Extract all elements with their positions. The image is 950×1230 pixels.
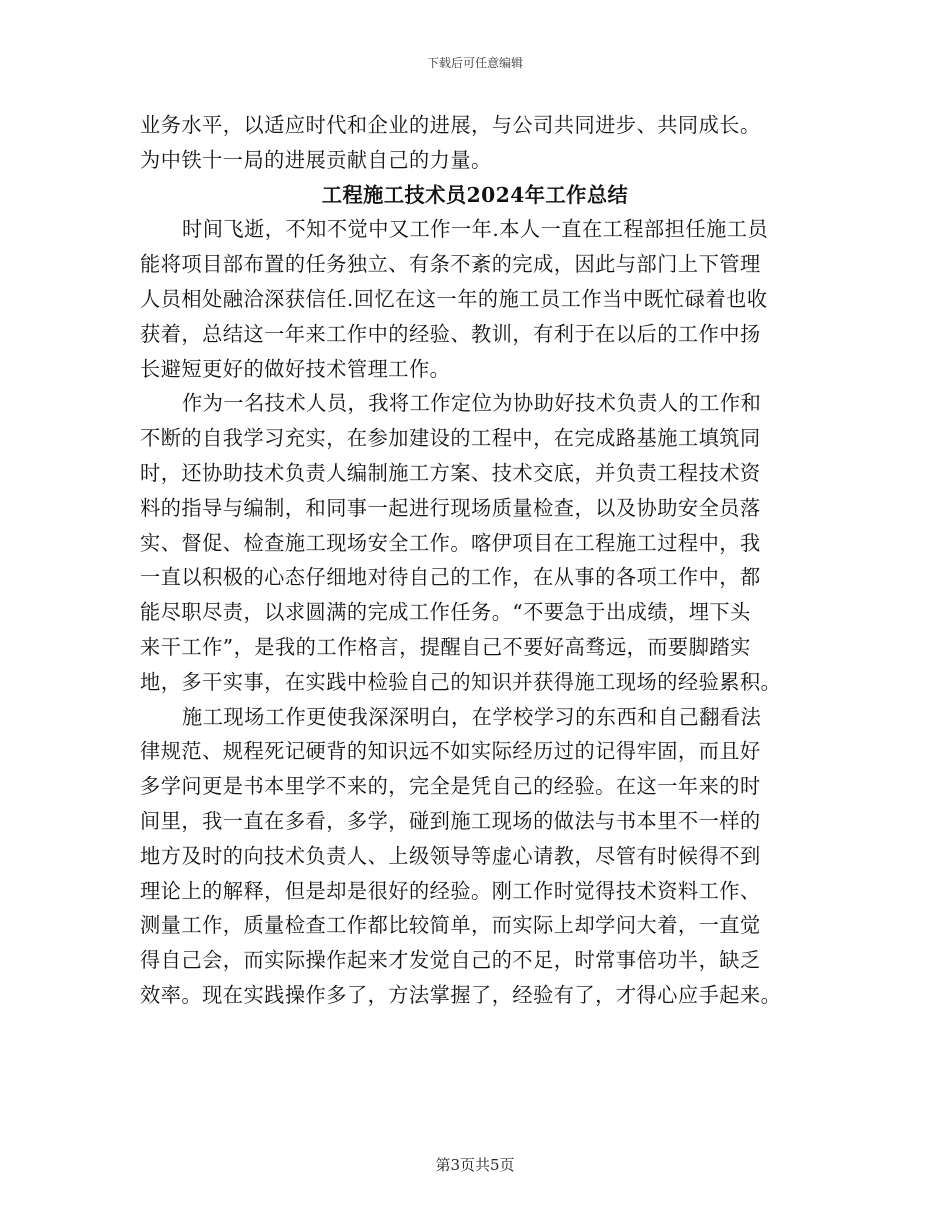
paragraph-1 xyxy=(140,212,810,386)
paragraph-line: 一直以积极的心态仔细地对待自己的工作，在从事的各项工作中，都 xyxy=(140,565,761,590)
continuation-line: 为中铁十一局的进展贡献自己的力量。 xyxy=(140,147,492,172)
paragraph-line: 不断的自我学习充实，在参加建设的工程中，在完成路基施工填筑同 xyxy=(140,426,761,451)
header-note: 下载后可任意编辑 xyxy=(426,56,523,70)
paragraph-line: 地方及时的向技术负责人、上级领导等虚心请教，尽管有时候得不到 xyxy=(140,843,761,868)
paragraph-line: 长避短更好的做好技术管理工作。 xyxy=(140,356,451,381)
paragraph-line: 间里，我一直在多看，多学，碰到施工现场的做法与书本里不一样的 xyxy=(140,808,761,833)
paragraph-line: 多学问更是书本里学不来的，完全是凭自己的经验。在这一年来的时 xyxy=(140,774,761,799)
section-title: 工程施工技术员2024年工作总结 xyxy=(321,182,629,207)
paragraph-line: 时，还协助技术负责人编制施工方案、技术交底，并负责工程技术资 xyxy=(140,460,761,485)
paragraph-line: 时间飞逝，不知不觉中又工作一年.本人一直在工程部担任施工员 xyxy=(182,217,769,242)
paragraph-3 xyxy=(140,700,810,1013)
paragraph-line: 效率。现在实践操作多了，方法掌握了，经验有了，才得心应手起来。 xyxy=(140,982,782,1007)
paragraph-line: 料的指导与编制，和同事一起进行现场质量检查，以及协助安全员落 xyxy=(140,495,761,520)
paragraph-2 xyxy=(140,386,810,699)
paragraph-line: 能尽职尽责，以求圆满的完成工作任务。“不要急于出成绩，埋下头 xyxy=(140,600,751,625)
paragraph-line: 作为一名技术人员，我将工作定位为协助好技术负责人的工作和 xyxy=(182,391,762,416)
document-body xyxy=(140,108,810,1013)
paragraph-line: 实、督促、检查施工现场安全工作。喀伊项目在工程施工过程中，我 xyxy=(140,530,761,555)
paragraph-line: 来干工作”，是我的工作格言，提醒自己不要好高骛远，而要脚踏实 xyxy=(140,634,751,659)
paragraph-line: 律规范、规程死记硬背的知识远不如实际经历过的记得牢固，而且好 xyxy=(140,739,761,764)
paragraph-line: 地，多干实事，在实践中检验自己的知识并获得施工现场的经验累积。 xyxy=(140,669,782,694)
paragraph-line: 测量工作，质量检查工作都比较简单，而实际上却学问大着，一直觉 xyxy=(140,913,761,938)
paragraph-line: 获着，总结这一年来工作中的经验、教训，有利于在以后的工作中扬 xyxy=(140,321,761,346)
paragraph-line: 理论上的解释，但是却是很好的经验。刚工作时觉得技术资料工作、 xyxy=(140,878,761,903)
paragraph-line: 能将项目部布置的任务独立、有条不紊的完成，因此与部门上下管理 xyxy=(140,252,761,277)
paragraph-line: 施工现场工作更使我深深明白，在学校学习的东西和自己翻看法 xyxy=(182,704,762,729)
paragraph-line: 得自己会，而实际操作起来才发觉自己的不足，时常事倍功半，缺乏 xyxy=(140,948,761,973)
page-number: 第3页共5页 xyxy=(435,1156,515,1174)
continuation-line: 业务水平，以适应时代和企业的进展，与公司共同进步、共同成长。 xyxy=(140,113,761,137)
paragraph-line: 人员相处融洽深获信任.回忆在这一年的施工员工作当中既忙碌着也收 xyxy=(140,286,768,311)
